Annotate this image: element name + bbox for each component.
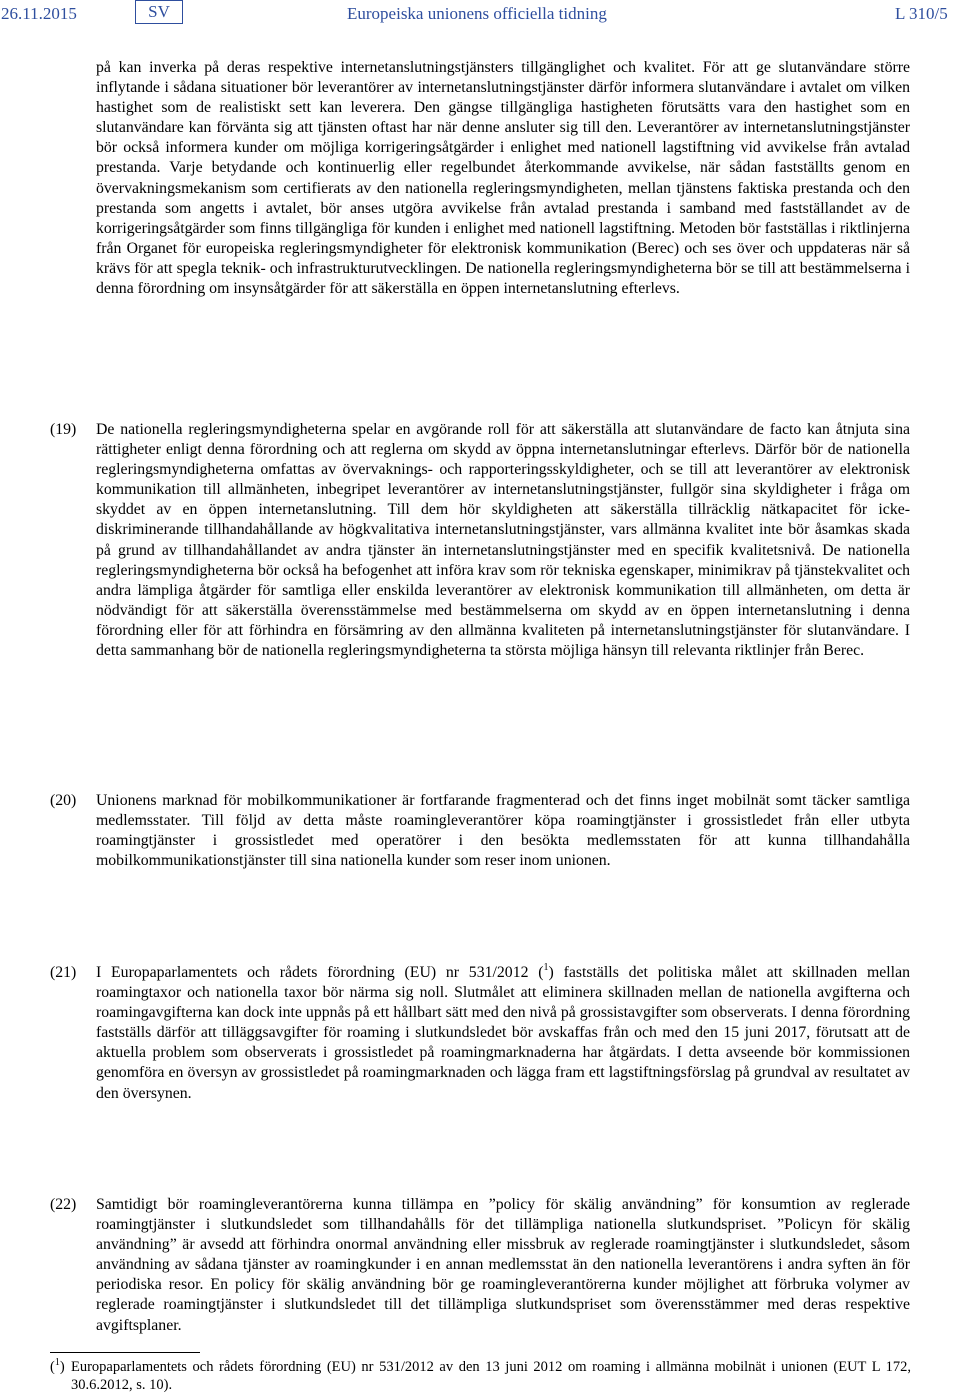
footnote-text: Europaparlamentets och rådets förordning (EU) nr 531/2012 av den 13 juni 2012 om roaming i allmänna mobilnät i unionen (EUT L 172, 30.6.2012, s. 10). bbox=[71, 1359, 911, 1393]
recital-number: (20) bbox=[50, 792, 77, 809]
footnote-sup: 1 bbox=[54, 1357, 60, 1368]
footnote-reference[interactable]: 1 bbox=[543, 962, 549, 973]
language-badge: SV bbox=[135, 0, 183, 24]
recital-text-part: I Europaparlamentets och rådets förordning (EU) nr 531/2012 ( bbox=[96, 964, 544, 981]
recital-text: Samtidigt bör roamingleverantörerna kunna tillämpa en ”policy för skälig användning” för konsumtion av reglerade roamingtjänster i slutkundsledet som tillhandahålls för det tillämpliga nationella slutkundspriset. ”Policyn för skälig användning” är avsedd att förhindra onormal användning eller missbruk av reglerade roamingtjänster i slutkundsledet, såsom användning av sådana tjänster av roamingkunder i en annan medlemsstat än den nationella leverantörens i andra syften än för periodiska resor. En policy för skälig användning bör ge roamingleverantörerna kunder möjlighet att förbruka volymer av reglerade roamingtjänster i slutkundsledet till det tillämpliga slutkundspriset som överensstämmer med deras respektive avgiftsplaner. bbox=[96, 1196, 910, 1334]
footnote-paren: ( bbox=[50, 1359, 55, 1375]
recital-number: (21) bbox=[50, 964, 77, 981]
footnote-number bbox=[50, 1358, 65, 1376]
footnote-divider bbox=[50, 1352, 200, 1353]
recital-text: De nationella regleringsmyndigheterna spelar en avgörande roll för att säkerställa att slutanvändare de facto kan åtnjuta sina rättigheter enligt denna förordning och att reglerna om skydd av öppna internetanslutningar efterlevs. Därför bör de nationella regleringsmyndigheterna omfattas av övervaknings- och rapporteringsskyldigheter, och se till att leverantörer av elektronisk kommunikation till allmänheten, inbegripet leverantörer av internetanslutningstjänster, fullgör sina skyldigheter i fråga om skyddet av en öppen internetanslutning. Till dem hör skyldigheten att säkerställa tillräcklig nätkapacitet för icke-diskriminerande tillhandahållande av högkvalitativa internetanslutningstjänster, vars allmänna kvalitet inte bör åsamkas skada på grund av tillhandahållandet av andra tjänster än internetanslutningstjänster med en specifik kvalitetsnivå. De nationella regleringsmyndigheterna bör också ha befogenhet att införa krav som rör tekniska egenskaper, minimikrav på tjänstekvalitet och andra lämpliga åtgärder för samtliga eller enskilda leverantörer av elektronisk kommunikation till allmänheten, om detta är nödvändigt för att säkerställa överensstämmelse med bestämmelserna om skydd av en öppen internetanslutning i denna förordning eller för att förhindra en försämring av den allmänna kvaliteten på internetanslutningstjänster för slutanvändare. I detta sammanhang bör de nationella regleringsmyndigheterna ta största möjliga hänsyn till relevanta riktlinjer från Berec. bbox=[96, 421, 910, 660]
page-header bbox=[0, 0, 960, 30]
footnote-paren: ) bbox=[59, 1359, 65, 1375]
recital-number: (22) bbox=[50, 1196, 77, 1213]
publication-date: 26.11.2015 bbox=[1, 4, 77, 23]
intro-paragraph: på kan inverka på deras respektive internetanslutningstjänsters tillgänglighet och kvalitet. För att ge slutanvändare större inflytande i sådana situationer bör leverantörer av internetanslutningstjänster därför informera slutanvändare i avtalet om vilken hastighet som de realistiskt sett kan leverera. Den gängse tillgängliga hastigheten förutsätts vara den hastighet som en slutanvändare kan förvänta sig att tjänsten oftast har när denne ansluter sig till den. Leverantörer av internetanslutningstjänster bör också informera kunder om möjliga korrigeringsåtgärder i enlighet med nationell lagstiftning vid avvikelse från avtalad prestanda. Varje betydande och kontinuerlig eller regelbundet återkommande avvikelse, när sådan fastställts genom en övervakningsmekanism som certifierats av den nationella regleringsmyndigheten, mellan tjänstens faktiska prestanda och den prestanda som angetts i avtalet, bör anses utgöra avvikelse från avtalad prestanda i samband med fastställandet av de korrigeringsåtgärder som finns tillgängliga för kunden i enlighet med nationell lagstiftning. Metoden bör fastställas i riktlinjerna från Organet för europeiska regleringsmyndigheter för elektronisk kommunikation (Berec) och ses över och uppdateras när så krävs för att spegla teknik- och infrastrukturutvecklingen. De nationella regleringsmyndigheterna bör se till att bestämmelserna i denna förordning om insynsåtgärder för att säkerställa en öppen internetanslutning efterlevs. bbox=[96, 59, 910, 298]
recital-text: Unionens marknad för mobilkommunikationer är fortfarande fragmenterad och det finns inget mobilnät somt täcker samtliga medlemsstater. Till följd av detta måste roamingleverantörer köpa roamingtjänster i grossistledet från eller utbyta roamingtjänster i grossistledet med operatörer i den besökta medlemsstaten för att kunna tillhandahålla mobilkommunikationstjänster till sina nationella kunder som reser inom unionen. bbox=[96, 792, 910, 870]
recital-text-part: ) fastställs det politiska målet att skillnaden mellan roamingtaxor och nationella taxor bör närma sig noll. Slutmålet att eliminera skillnaden mellan de nationella avgifterna och roamingavgifterna kan dock inte uppnås på ett hållbart sätt med den nivå på grossistavgifter som observerats. I denna förordning fastställs därför att tilläggsavgifter för roaming i slutkundsledet bör avskaffas från och med den 15 juni 2017, förutsatt att de aktuella problem som observerats i grossistledet på roamingmarknaderna har åtgärdats. I detta avseende bör kommissionen genomföra en översyn av grossistledet på roamingmarknaden och lägga fram ett lagstiftningsförslag på grundval av resultatet av den översynen. bbox=[96, 964, 910, 1102]
recital-number: (19) bbox=[50, 421, 77, 438]
page-reference: L 310/5 bbox=[895, 4, 948, 23]
journal-title: Europeiska unionens officiella tidning bbox=[347, 4, 607, 23]
recital-text bbox=[96, 963, 910, 1104]
